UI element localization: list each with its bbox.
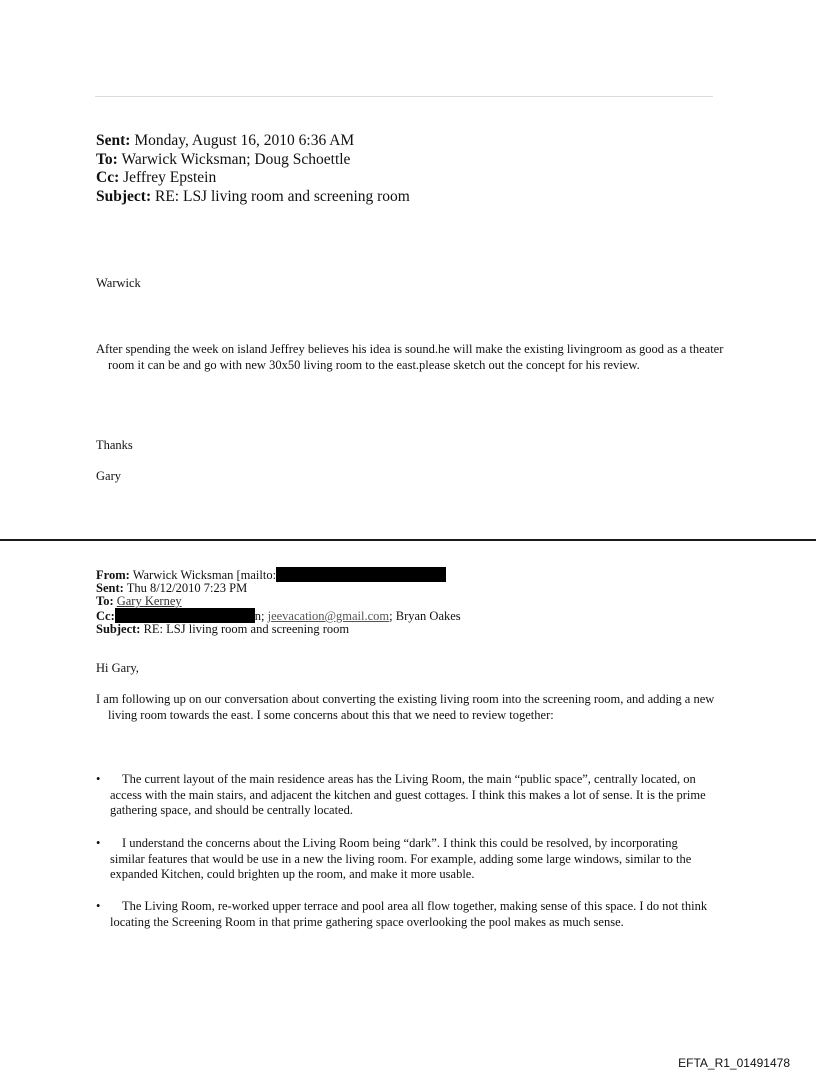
redaction-block xyxy=(115,608,255,623)
subject-line: Subject: RE: LSJ living room and screening room xyxy=(96,622,350,636)
second-email-intro: I am following up on our conversation about converting the existing living room into the screening room, and adding a new living room towards the east. I some concerns about this that we need to review together: xyxy=(96,692,715,722)
redaction-block xyxy=(276,567,446,582)
sent-value: Monday, August 16, 2010 6:36 AM xyxy=(134,132,355,149)
bullet-icon: • xyxy=(96,836,101,850)
second-email-greeting: Hi Gary, xyxy=(96,661,139,675)
sent-value: Thu 8/12/2010 7:23 PM xyxy=(126,581,248,595)
to-value: Warwick Wicksman; Doug Schoettle xyxy=(121,150,351,168)
top-divider xyxy=(95,96,713,97)
bullet-text: The Living Room, re-worked upper terrace and pool area all flow together, making sense of this space. I do not think locating the Screening Room in that prime gathering space overlooking the pool makes as much sense. xyxy=(110,899,708,929)
second-email-header xyxy=(96,567,461,636)
bullet-icon: • xyxy=(96,899,101,913)
subject-value: RE: LSJ living room and screening room xyxy=(143,622,350,636)
to-line: To: Warwick Wicksman; Doug Schoettle xyxy=(96,150,351,168)
cc-value: Jeffrey Epstein xyxy=(123,169,217,186)
first-email-thanks: Thanks xyxy=(96,438,133,452)
document-id: EFTA_R1_01491478 xyxy=(678,1056,790,1070)
first-email-greeting: Warwick xyxy=(96,276,141,290)
first-email-body: After spending the week on island Jeffrey believes his idea is sound.he will make the existing livingroom as good as a theater room it can be and go with new 30x50 living room to the east.please sketch out the concept for his review. xyxy=(96,342,724,372)
first-email-header xyxy=(96,132,410,206)
sent-line: Sent: Monday, August 16, 2010 6:36 AM xyxy=(96,132,355,149)
sent-line: Sent: Thu 8/12/2010 7:23 PM xyxy=(96,581,248,595)
email-link[interactable]: jeevacation@gmail.com xyxy=(267,609,390,623)
subject-value: RE: LSJ living room and screening room xyxy=(154,187,410,205)
bullet-icon: • xyxy=(96,772,101,786)
cc-line: Cc: Jeffrey Epstein xyxy=(96,169,217,186)
to-line: To: Gary Kerney xyxy=(96,594,182,608)
email-separator xyxy=(0,539,816,541)
cc-line: Cc: n; jeevacation@gmail.com; Bryan Oakes xyxy=(96,609,461,623)
bullet-text: I understand the concerns about the Living Room being “dark”. I think this could be resolved, by incorporating similar features that would be use in a new the living room. For example, adding some large windows, similar to the expanded Kitchen, could brighten up the room, and make it more usable. xyxy=(110,836,692,881)
to-value[interactable]: Gary Kerney xyxy=(116,594,182,608)
from-line: From: Warwick Wicksman [mailto: xyxy=(96,567,461,582)
bullet-text: The current layout of the main residence areas has the Living Room, the main “public space”, centrally located, on access with the main stairs, and adjacent the kitchen and guest cottages. I think this makes a lot of sense. It is the prime gathering space, and should be centrally located. xyxy=(110,772,706,817)
first-email-signature: Gary xyxy=(96,469,121,483)
from-value: Warwick Wicksman [mailto: xyxy=(132,568,277,582)
subject-line: Subject: RE: LSJ living room and screening room xyxy=(96,187,410,205)
